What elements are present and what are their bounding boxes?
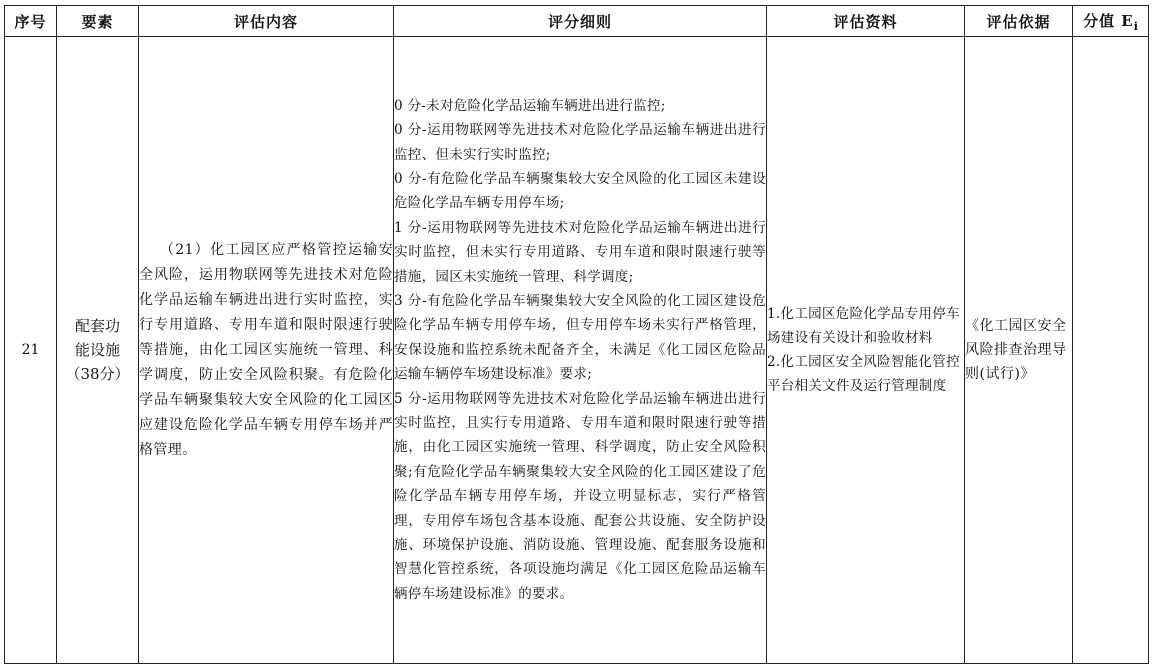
detail-item: 3 分-有危险化学品车辆聚集较大安全风险的化工园区建设危险化学品车辆专用停车场，但专用停车场未实行严格管理，安保设施和监控系统未配备齐全，未满足《化工园区危险品运输车辆停车场建设标准》要求; [394, 292, 766, 383]
element-line-2: 能设施 [74, 341, 120, 359]
detail-item: 0 分-有危险化学品车辆聚集较大安全风险的化工园区未建设危险化学品车辆专用停车场; [394, 170, 766, 212]
detail-item: 0 分-运用物联网等先进技术对危险化学品运输车辆进出进行监控、但未实行实时监控; [394, 122, 766, 163]
header-seq: 序号 [5, 6, 57, 37]
cell-element [57, 37, 139, 664]
assessment-table [4, 5, 1149, 664]
element-line-3: （38分） [65, 365, 130, 383]
header-data: 评估资料 [767, 6, 965, 37]
cell-data [767, 37, 965, 664]
header-content: 评估内容 [139, 6, 394, 37]
cell-detail [394, 37, 767, 664]
detail-item: 0 分-未对危险化学品运输车辆进出进行监控; [394, 97, 666, 114]
detail-item: 5 分-运用物联网等先进技术对危险化学品运输车辆进出进行实时监控，且实行专用道路、专用车道和限时限速行驶等措施，由化工园区实施统一管理、科学调度，防止安全风险积聚;有危险化学品车辆聚集较大安全风险的化工园区建设了危险化学品车辆专用停车场，并设立明显标志，实行严格管理，专用停车场包含基本设施、配套公共设施、安全防护设施、环境保护设施、消防设施、管理设施、配套服务设施和智慧化管控系统，各项设施均满足《化工园区危险品运输车辆停车场建设标准》的要求。 [394, 390, 766, 602]
cell-basis: 《化工园区安全风险排查治理导则(试行)》 [965, 37, 1073, 664]
header-basis: 评估依据 [965, 6, 1073, 37]
header-element: 要素 [57, 6, 139, 37]
content-text: （21）化工园区应严格管控运输安全风险，运用物联网等先进技术对危险化学品运输车辆进出进行实时监控，实行专用道路、专用车道和限时限速行驶等措施，由化工园区实施统一管理、科学调度，防止安全风险积聚。有危险化学品车辆聚集较大安全风险的化工园区应建设危险化学品车辆专用停车场并严格管理。 [139, 241, 393, 458]
cell-seq: 21 [5, 37, 57, 664]
header-score-sub: i [1133, 19, 1138, 33]
header-row [5, 6, 1149, 37]
cell-content [139, 37, 394, 664]
header-score-main: 分值 E [1083, 11, 1134, 30]
data-item: 2.化工园区安全风险智能化管控平台相关文件及运行管理制度 [767, 354, 960, 394]
element-line-1: 配套功 [74, 317, 120, 335]
table-row [5, 37, 1149, 664]
cell-score [1073, 37, 1149, 664]
header-detail: 评分细则 [394, 6, 767, 37]
header-score [1073, 6, 1149, 37]
detail-item: 1 分-运用物联网等先进技术对危险化学品运输车辆进出进行实时监控，但未实行专用道路、专用车道和限时限速行驶等措施，园区未实施统一管理、科学调度; [394, 219, 766, 285]
data-item: 1.化工园区危险化学品专用停车场建设有关设计和验收材料 [767, 306, 960, 346]
